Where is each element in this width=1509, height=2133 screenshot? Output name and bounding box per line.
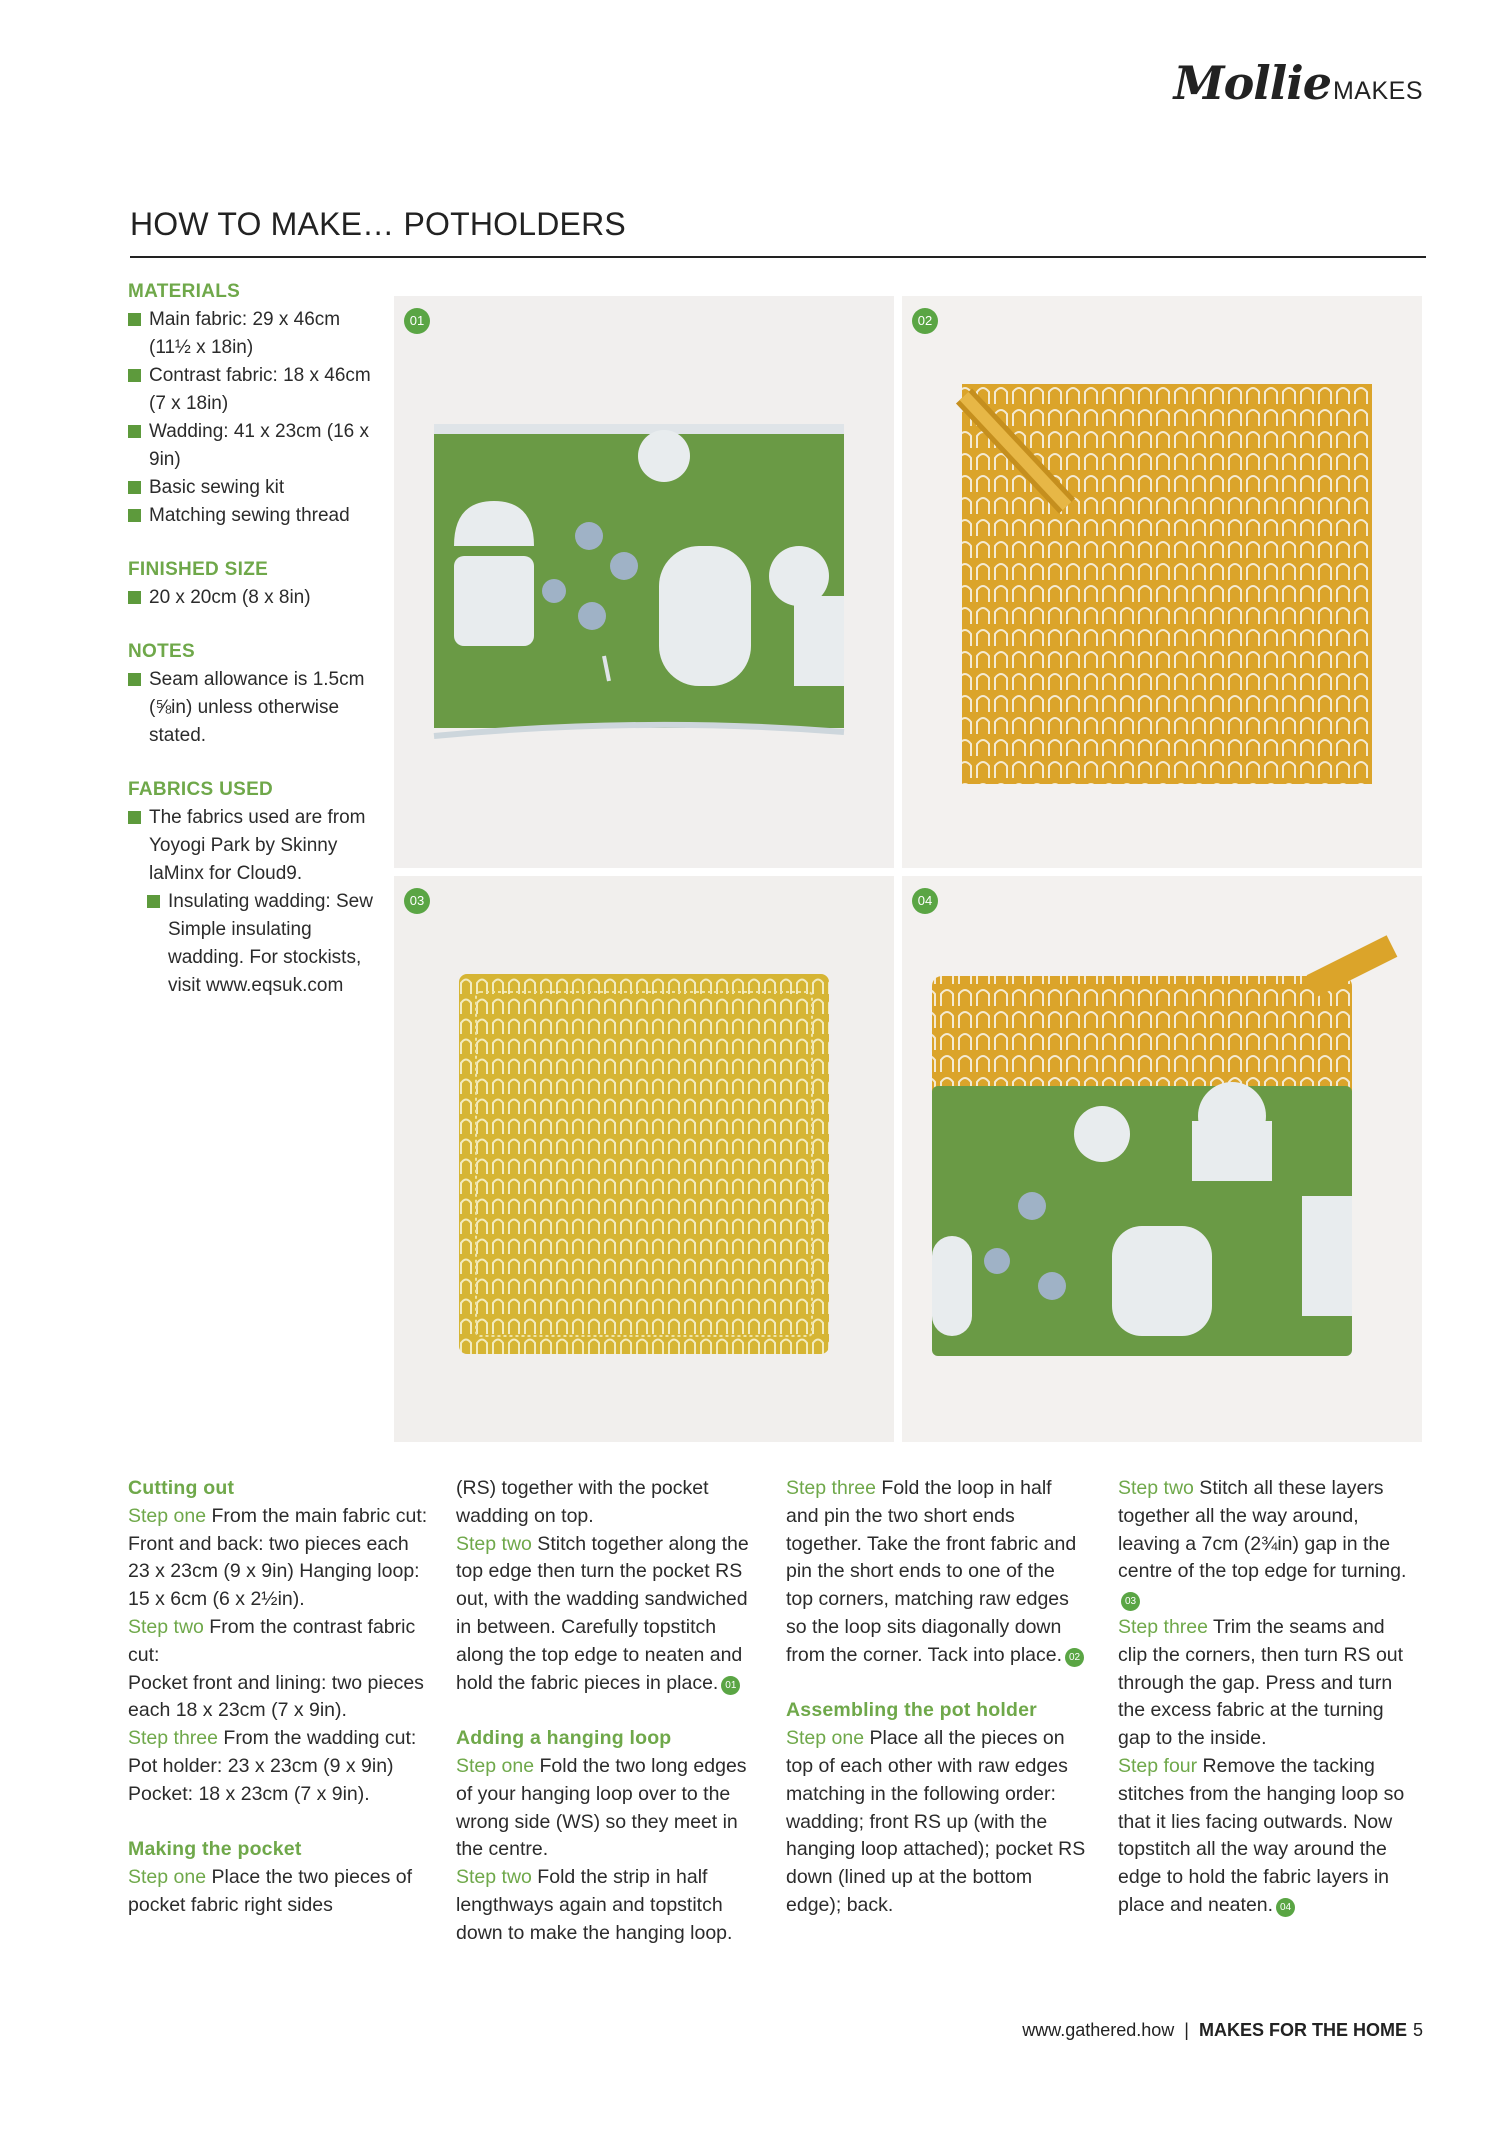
step-ref-badge: 04 [1276, 1898, 1295, 1917]
step-text: Stitch together along the top edge then turn the pocket RS out, with the wadding sandwiched in between. Carefully topstitch along the top edge to neaten and hold the fabric pieces in place. [456, 1532, 749, 1694]
step-photo-01 [394, 296, 894, 868]
materials-item: Main fabric: 29 x 46cm (11½ x 18in) [128, 306, 378, 362]
column-3 [786, 1475, 1086, 1920]
step-text: Place the two pieces of pocket fabric right sides [128, 1866, 413, 1916]
materials-item: Basic sewing kit [128, 474, 378, 502]
materials-item: Matching sewing thread [128, 502, 378, 530]
step-text: Stitch all these layers together all the way around, leaving a 7cm (2¾in) gap in the centre of the top edge for turning. [1118, 1477, 1407, 1583]
page-number: 5 [1412, 2020, 1423, 2040]
step-label: Step three [128, 1727, 218, 1750]
step-label: Step one [128, 1504, 207, 1527]
step-text: Remove the tacking stitches from the hanging loop so that it lies facing outwards. Now topstitch all the way around the edge to hold the fabric layers in place and neaten. [1118, 1754, 1405, 1916]
step-label: Step two [456, 1866, 532, 1889]
step-label: Step two [456, 1532, 532, 1555]
step-label: Step three [786, 1477, 876, 1499]
column-2 [456, 1475, 756, 1948]
step-detail: Pocket front and lining: two pieces each 18 x 23cm (7 x 9in). [128, 1671, 424, 1722]
step-label: Step two [1118, 1477, 1194, 1499]
step-text: Place all the pieces on top of each other with raw edges matching in the following order: [786, 1727, 1068, 1805]
title-rule [130, 256, 1426, 258]
step-text: Fold the strip in half lengthways again and topstitch down to make the hanging loop. [456, 1866, 733, 1944]
footer-separator: | [1184, 2020, 1189, 2040]
materials-item: Contrast fabric: 18 x 46cm (7 x 18in) [128, 362, 378, 418]
step-label: Step one [456, 1754, 535, 1777]
footer-url: www.gathered.how [1022, 2020, 1175, 2040]
finished-potholder-illustration [902, 876, 1422, 1442]
footer-section: MAKES FOR THE HOME [1198, 2020, 1407, 2040]
step-photo-02 [902, 296, 1422, 868]
step-detail: Front and back: two pieces each 23 x 23cm (9 x 9in) Hanging loop: 15 x 6cm (6 x 2½in). [128, 1532, 420, 1611]
wadding-item: Insulating wadding: Sew Simple insulating wadding. For stockists, visit www.eqsuk.com [147, 888, 378, 1000]
step-detail: Pocket: 18 x 23cm (7 x 9in). [128, 1782, 370, 1805]
yellow-fabric-illustration [902, 296, 1422, 868]
green-fabric-illustration [394, 296, 894, 868]
step-ref-badge: 03 [1121, 1592, 1140, 1611]
step-label: Step one [786, 1727, 865, 1750]
step-label: Step one [128, 1866, 207, 1889]
step-text: Trim the seams and clip the corners, then turn RS out through the gap. Press and turn the excess fabric at the turning gap to the inside. [1118, 1615, 1404, 1750]
step-ref-badge: 02 [1065, 1648, 1084, 1667]
step-badge: 01 [404, 308, 430, 334]
step-badge: 03 [404, 888, 430, 914]
fabrics-heading: FABRICS USED [128, 779, 274, 800]
step-badge: 04 [912, 888, 938, 914]
step-text: From the contrast fabric cut: [128, 1615, 416, 1666]
column-4 [1118, 1475, 1418, 1920]
brand-logo-sans: MAKES [1332, 77, 1423, 105]
brand-logo [1174, 56, 1423, 110]
yellow-quilted-illustration [394, 876, 894, 1442]
notes-heading: NOTES [128, 641, 195, 662]
brand-logo-script: Mollie [1173, 56, 1331, 110]
materials-item: Wadding: 41 x 23cm (16 x 9in) [128, 418, 378, 474]
heading-making-pocket: Making the pocket [128, 1838, 302, 1861]
step-label: Step two [128, 1615, 204, 1638]
heading-hanging-loop: Adding a hanging loop [456, 1727, 672, 1750]
heading-assembling: Assembling the pot holder [786, 1699, 1037, 1722]
page-title: HOW TO MAKE… POTHOLDERS [130, 206, 626, 242]
page-footer [1022, 2020, 1423, 2041]
step-photo-03 [394, 876, 894, 1442]
step-text: From the wadding cut: [217, 1727, 417, 1750]
finished-size-item: 20 x 20cm (8 x 8in) [128, 584, 378, 612]
column-1 [128, 1475, 428, 1920]
notes-item: Seam allowance is 1.5cm (⅝in) unless otherwise stated. [128, 666, 378, 750]
heading-cutting-out: Cutting out [128, 1477, 235, 1499]
finished-size-heading: FINISHED SIZE [128, 559, 269, 580]
step-detail: Pot holder: 23 x 23cm (9 x 9in) [128, 1754, 394, 1777]
fabrics-item: The fabrics used are from Yoyogi Park by Skinny laMinx for Cloud9. [128, 804, 378, 888]
step-photo-04 [902, 876, 1422, 1442]
step-badge: 02 [912, 308, 938, 334]
step-text: Fold the loop in half and pin the two short ends together. Take the front fabric and pin the short ends to one of the top corners, matching raw edges so the loop sits diagonally down from the corner. Tack into place. [786, 1477, 1077, 1666]
step-text: Fold the two long edges of your hanging loop over to the wrong side (WS) so they meet in the centre. [456, 1754, 747, 1861]
step-label: Step four [1118, 1754, 1198, 1777]
step-text: (RS) together with the pocket wadding on top. [456, 1477, 709, 1527]
step-text: From the main fabric cut: [206, 1504, 428, 1527]
step-detail: wadding; front RS up (with the hanging loop attached); pocket RS down (lined up at the bottom edge); back. [786, 1810, 1086, 1916]
materials-heading: MATERIALS [128, 281, 241, 302]
sidebar [128, 278, 378, 1000]
step-ref-badge: 01 [721, 1676, 740, 1695]
step-label: Step three [1118, 1615, 1208, 1638]
